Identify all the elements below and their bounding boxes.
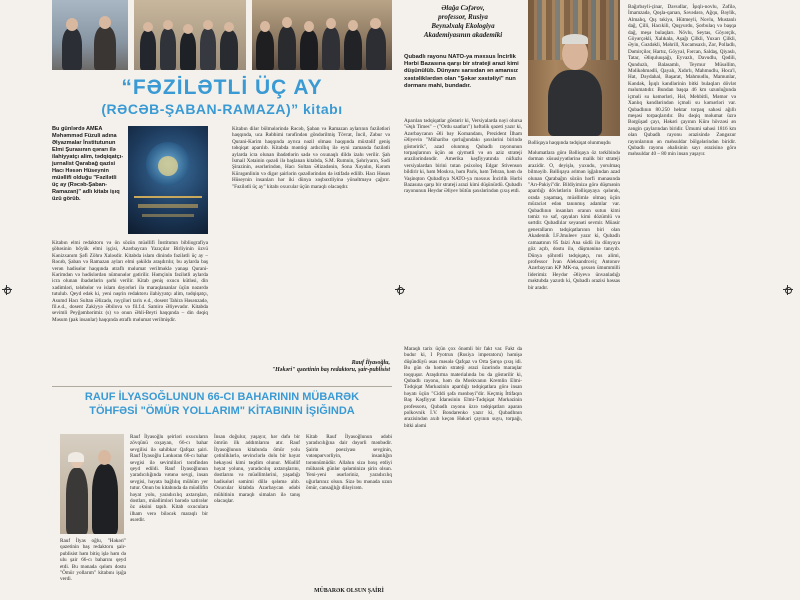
- right-article-column-1: Məlumatlara görə Bəlliqaya öz tərkibində dərman xüsusiyyətlərinə malik bir strateji arazidir. O, deyişlə, yuxudu, yorulmaq bilməyib. Bəlliqaya ərimən işğalından azad olunan Qarabağın sözün hərfi mənasında "Arı-Pakiyi"dir. Bildiyimizə görə düşmənin apardığı dövlətlərin Bəlliqayaya qələrək, orada yaşamaq, müəllimlə olmaq üçün müraciət edən tanınmış adamlar var. Qubadlının insanları oranın sutun kimi təmiz və saf, qayaları kimi dözümlü və sərtdir. Qubadlılar xeyanəti sevmir. Müasir generalların tədqiqatlarının biri olan Akademik İ.F.Jmuleev yazır ki, Qubadlı camaatının 85 faizi Ana südü ilə dünyaya göz açıb, dostu ilə, düşməninə tanıyıb. Dünya şöhrətli tədqiqatçı, rus alimi, professor İvan Aleksandroviç Antonov Azərbaycan KP MK-na, şəxsən ümummilli liderimiz Heydər Əliyevə ünvanladığı məktubda yazırdı ki, Qubadlı ərazisi həssas bir aradır.: [528, 150, 620, 291]
- top-center-photo: [134, 0, 246, 70]
- bottom-article-column-1: Rauf İlyasoğlu şeirləri oxucuların zövqünü oxşayan, 66-cı bahar sevgilisi ilə sahibkar Qafqaz şairi. Rauf İlyasoğlu Lənkəran 66-cı bahar sevgisi ilə sevimliləri tərəfindən qeyd edildi. Rauf İlyasoğlunun yaradıcılığında vətənə sevgi, insan sevgisi, həyata bağlılıq mühüm yer tutur. Onun bu kitabında da müəllifin həyat yolu, yaradıcılıq axtarışları, dostları, müəllimləri barədə xatirələr öz əksini tapıb. Kitab oxuculara ilham verə biləcək maraqlı bir əsərdir.: [130, 434, 208, 524]
- author-org-1: Beynəlxalq Ekologiya: [431, 22, 495, 30]
- right-article-column-2: Bağırbəyli-çinar, Davudlar, İşıqlı-novlu, Zəfilə, İmamzadə, Qoşla-qarıan, Səvədərə, Ağqu, Bəylik, Almalıq, Qış təkiyə, Hütmeyli, Novlu, Mustanlı dağ, Çilli, Hacıkili, Quşyurdu, Şorbulaq və başqa dağ, meşə bulaqları. Növlu, Seytas, Göyərçik, Göyərçəkli, Xalıkala, Aşağı Çilkli, Yuxarı Çilkli, Əyin, Gəzdəkli, Məhrill, Xocamsaxlı, Zor, Polladlı, Dəmirçilər, Hartız, Göyyal, Fərcan, Saldaş, Qiyaslı, Tatar, Əliquluuşağı, Eyvazlı, Davudlu, Qədili, Qunduzlı, Balasamlı, Teymur Müsəllim, Məlikəhmədli, Qayalı, Xıdırlı, Mahmudlu, Hoca'l, Hat, Dəydahal, Başarat, Mahmudlu, Mamunlar, Kəndək, İşıqlı kəndlərinin bitki bulaqları dövlət məlumatıdır. Bundan başqa 46 km uzunluğunda içməli su kəmərləri, Həl, Mehbitli, Məmər və Xanlıq kəndlərindən içməli su kəmərləri var. Qubadlının 80.250 hektar torpaq sahəsi ağıllı meşəsi torpaqlarıdır. Bu dəqiq məlumat üzrə Bərgüşad çayı, Həkəri çayının Kürə hövzəsi ən zəngin çaylarından biridir. Ümumi sahəsi 1816 km olan Qubadlı rayonu ərazisində Zəngəzur rayonlarının ən məhsuldar bölgələrindən biridir. Qubadlı rayonu əhalisinin sayı ərazisinə görə məhsuldar 40 – 80 min insan yaşayır.: [628, 4, 736, 158]
- bottom-article-title: [52, 390, 392, 432]
- registration-mark-right: [783, 285, 793, 295]
- bottom-article-final-sign: MÜBARƏK OLSUN ŞAİRİ: [314, 588, 384, 594]
- signature-role: "Həkəri" qəzetinin baş redaktoru, şair-publisist: [271, 367, 390, 373]
- bottom-article-column-3: Kitab Rauf İlyasoğlunun ədəbi yaradıcılığına dair dəyərli mənbədir. Şairin poeziyası sevginin, vətənpərvərliyin, insanlığın tərənnümüdür. Allahın sizə bəxş etdiyi mübarək günlər qələminizə şirin olsun. Yeni-yeni əsərləriniz, yaradıcılıq uğurlarınız olsun. Sizə bu mənada uzun ömür, cansağlığı diləyirəm.: [306, 434, 392, 492]
- author-title: professor, Rusiya: [438, 13, 488, 21]
- bottom-article-column-2: İnsan doğulur, yaşayır, hər dəfə bir ömrün ilk addımlarını atır. Rauf İlyasoğlunun kitabında ömür yolu çətinliklərlə, sevinclərlə dolu bir həyat hekayəsi kimi təqdim olunur. Müəllif həyat yolunu, yaradıcılıq axtarışlarını, dostlarını və müəllimlərini, yaşadığı hadisələri səmimi dillə qələmə alıb. Oxucular kitabda Azərbaycan ədəbi mühitinin maraqlı simaları ilə tanış olacaqlar.: [214, 434, 300, 505]
- top-right-group-photo: [252, 0, 392, 70]
- registration-mark-left: [2, 285, 12, 295]
- middle-article-column-2: Maraqlı tarix üçün çox önəmli bir fakt var. Fakt da budur ki, I Pyotrun (Rusiya imperatoru) həmişə düşündüyü əsas məsələ Qafqaz və Orta Şərqə çıxış idi. Bu gün də həmin strateji ərazi üzərində maraqlar toqquşur. Araşdırma materialında bu da göstərilir ki, Qubadlı rayonu, həm də Moskvanın Kremlin Elmi-Tədqiqat Mərkəzinin apardığı tədqiqatlara görə insan həyatı üçün "Ciddi şəfa mənbəyi"dir. Keçmiş İttifaqın Baş Kəşfiyyat İdarəsinin Elmi-Tədqiqat Mərkəzinin professoru, Qubadlı rayonu üzrə tədqiqatları aparan polkovnik İ.V. Bondarenko yazır ki, Qubadlının ərazisindən axıb keçən Həkəri çayının suyu, torpağı, bitki aləmi: [404, 346, 522, 429]
- bottom-article-title-line-2: TÖHFƏSİ "ÖMÜR YOLLARIM" KİTABININ İŞIĞINDA: [89, 405, 355, 417]
- author-org-2: Akademiyasının akademiki: [423, 31, 503, 39]
- article-column-2: Kitabın dilər bölmələrində Rəcəb, Şaban və Ramazan aylarının fəzilətləri haqqında, uca Rəbbimi tərəfindən göndərilmiş Tövrat, İncil, Zəbur və Qurani-Kərim haqqında ayrıca nəzil olması haqqında müxtəlif geniş təhqiqat aparılıb. Kitabda məntiqi ardıcıllıq ilə eyni zamanda fəzilətli aylarda icra olunan ibadətlərin sadə və oxunaqlı dildə izahı verilir. Şah İsmail Xətainin qəzəli ilə başlanan kitabda, S.M. Rumnin, Şəhriyarın, Sədi Şirazinin, əsərlərindən, Hacı Soltan Əlizadənin, Sona Xəyalın, Kərəm Kürəgənlinin və digər şairlərin qəzəllərindən də istifadə edilib. Hacı Həsən Hüseynin insanları hər iki dünya xoşbəxtliyinə yönəltməyə çağırır. "Fəzilətli üç ay" kitabı oxucular üçün maraqlı olacaqdır.: [232, 126, 390, 190]
- article-title-line-1: “FƏZİLƏTLİ ÜÇ AY: [121, 76, 323, 99]
- bottom-article-title-line-1: RAUF İLYASOĞLUNUN 66-CI BAHARININ MÜBARƏK: [84, 391, 360, 403]
- middle-article-column-1: Aparılan tədqiqatlar göstərir ki, Versiyalarda nəyi olursa "Əqlı Times" – ("Ordu saatları") həftəlik qəzeti yazır ki, Azərbaycanın Əli bəy Komandanı, Prezident İlham Əliyevin "Müharibə qorluğundakı şəxslərini birində göstəririk", azad olunmuş Qubadlı rayonunun torpaqlarının üçün ən qiymətli və ən aziz strateji ərazilərindəndir. Amerika kəşfiyyatında nüfuzlu versiyalardan birini tutan psixoloq Edgar Stivenson bildirir ki, həm Moskva, həm Paris, həm Tehran, həm də Vaşinqton Qubadlıya NATO-ya məxsus İncirlik Hərbi Bazasına qarşı bir strateji arazi kimi düşünürdü. Qubadlı rayonunun Heydər Əliyev bütün şəxslərindən çıxış etdi.: [404, 118, 522, 195]
- author-couple-photo: [60, 434, 124, 534]
- article-title-line-2: (RƏCƏB-ŞABAN-RAMAZA)” kitabı: [101, 101, 343, 117]
- author-byline: [404, 4, 522, 48]
- article-column-1: Kitabın elmi redaktoru və ön sözün müəllifi İnstitutun bibliografiya şöbəsinin böyük elmi işçisi, Azərbaycan Yazıçılar Birliyinin üzvü Kənizxanım Şəfi Zöhrə Xaləsdir. Kitabda islam dinində fəzilətli üç ay – Rəcəb, Şaban və Ramazan ayları elmi şəkildə araşdırılır, bu aylarda baş verən hadisələr haqqında ətraflı məlumat verilməklə yanaşı Qurani-Kərimdən və hədislərdən nümunələr gətirilir. Həmçinin fəzilətli aylarda icra olunan ibadətlərin şərhi verilir. Kitab geniş oxucu kütləsi, din xadimləri, tələbələr və islam dəyərləri ilə maraqlananlar üçün nəzərdə tutulub. Qeyd edək ki, yeni nəşrin redaktoru ilahiyyatçı alim, tədqiqatçı, Asumd Hacı Sultan Əlizadə, rəyçiləri tarix e.d., dosent Tahira Həsənzadə, fil.e.d., dosent Zakiyyə Əbilova və fil.f.d. Samirə Əliyevadır. Kitabda sevimli Peyğəmbərimiz (s) və onun Əhli-Beyti haqqında – din dəqiq Məsum (pak insanlar) haqqında ətraflı məlumat verilmişdir.: [52, 240, 208, 323]
- article-signature: [232, 360, 390, 384]
- section-divider: [52, 386, 392, 387]
- author-name: Əlağa Cəfərov,: [441, 4, 485, 12]
- photo-caption: Bəlliqaya haqqında tədqiqat olunmuşdu: [528, 140, 611, 146]
- registration-mark-center: [395, 285, 405, 295]
- article-title: [52, 76, 392, 122]
- top-left-photo: [52, 0, 128, 70]
- book-cover-image: [128, 126, 208, 234]
- middle-article-lead: Qubadlı rayonu NATO-ya məxsus İncirlik Hərbi Bazasına qarşı bir strateji arazi kimi düşünülüb. Dünyanı sarsıdan ən amansız xəstəliklərdən olan "Şəkər xəstəliyi" nun dərmanı mahi, bundadır.: [404, 54, 519, 89]
- photo-caption-text: Rauf İlyas oğlu, "Həkəri" qəzetinin baş redaktoru şair-publisist həm bitiq işlə həm də ulu şair 66-cı baharını qeyd etdi. Bu mənada qələm dostu "Ömür yollarım" kitabını işığa verdi.: [60, 538, 126, 583]
- professor-portrait-photo: [528, 0, 620, 136]
- article-lead: Bu günlərdə AMEA Məhəmməd Füzuli adına Əlyazmalar İnstitutunun Elmi Şurasının qərarı ilə ilahiyyatçı alim, tədqiqatçı-jurnalist Qarabağ qazisi Hacı Həsən Hüseynin müəllifi olduğu "Fəzilətli üç ay (Rəcəb-Şaban-Ramazan)" adlı kitabı işıq üzü görüb.: [52, 126, 124, 202]
- signature-name: Rauf İlyasoğlu,: [351, 360, 390, 366]
